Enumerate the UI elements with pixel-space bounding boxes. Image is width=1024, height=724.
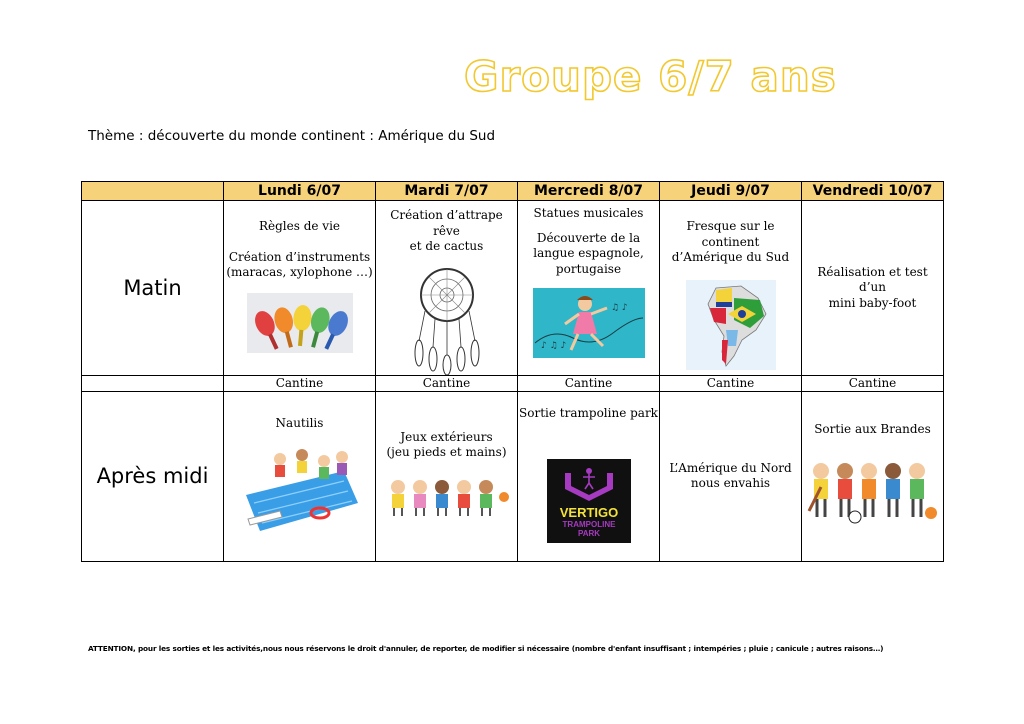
morning-tuesday xyxy=(376,201,518,376)
day-header-monday: Lundi 6/07 xyxy=(224,182,376,201)
lunch-row xyxy=(82,375,944,391)
morning-label: Matin xyxy=(82,201,224,376)
sports-kids-image xyxy=(807,461,939,525)
svg-text:♫ ♪: ♫ ♪ xyxy=(610,303,628,313)
day-header-tuesday: Mardi 7/07 xyxy=(376,182,518,201)
maracas-image xyxy=(247,293,353,353)
activity-text: Découverte de la xyxy=(536,230,641,245)
day-header-thursday: Jeudi 9/07 xyxy=(660,182,802,201)
page-title: Groupe 6/7 ans xyxy=(464,52,837,101)
schedule-table xyxy=(81,181,944,562)
activity-text: Création d’instruments xyxy=(228,249,371,264)
activity-text: Nautilis xyxy=(275,415,324,430)
lunch-tuesday: Cantine xyxy=(376,375,518,391)
vertigo-logo-image xyxy=(547,459,631,543)
afternoon-wednesday xyxy=(518,391,660,561)
svg-text:♪ ♫ ♪: ♪ ♫ ♪ xyxy=(540,341,566,351)
morning-thursday xyxy=(660,201,802,376)
lunch-label-empty xyxy=(82,375,224,391)
activity-text: nous envahis xyxy=(690,476,771,490)
morning-monday xyxy=(224,201,376,376)
header-row xyxy=(82,182,944,201)
afternoon-monday xyxy=(224,391,376,561)
activity-text: portugaise xyxy=(555,261,622,276)
activity-text: et de cactus xyxy=(409,239,484,253)
afternoon-tuesday xyxy=(376,391,518,561)
afternoon-thursday xyxy=(660,391,802,561)
activity-text: Réalisation et test d’un xyxy=(817,264,928,294)
kids-row-image xyxy=(384,477,510,517)
activity-text: (maracas, xylophone …) xyxy=(226,265,373,279)
activity-text: Jeux extérieurs xyxy=(400,429,493,444)
activity-text: Sortie trampoline park xyxy=(519,405,658,420)
activity-text: d’Amérique du Sud xyxy=(671,250,790,264)
theme-line: Thème : découverte du monde continent : Amérique du Sud xyxy=(88,128,496,144)
activity-text: langue espagnole, xyxy=(533,246,644,260)
afternoon-label: Après midi xyxy=(82,391,224,561)
lunch-thursday: Cantine xyxy=(660,375,802,391)
dancing-girl-image xyxy=(533,288,645,358)
logo-text: VERTIGO xyxy=(559,505,618,520)
activity-text: Fresque sur le continent xyxy=(686,219,775,249)
header-corner xyxy=(82,182,224,201)
activity-text: Statues musicales xyxy=(533,206,644,220)
activity-text: (jeu pieds et mains) xyxy=(386,445,507,459)
activity-text: L’Amérique du Nord xyxy=(669,460,792,475)
lunch-monday: Cantine xyxy=(224,375,376,391)
morning-wednesday xyxy=(518,201,660,376)
lunch-friday: Cantine xyxy=(802,375,944,391)
morning-row xyxy=(82,201,944,376)
activity-text: mini baby-foot xyxy=(828,295,917,310)
logo-text: PARK xyxy=(577,529,600,538)
logo-text: TRAMPOLINE xyxy=(562,520,615,529)
day-header-friday: Vendredi 10/07 xyxy=(802,182,944,201)
day-header-wednesday: Mercredi 8/07 xyxy=(518,182,660,201)
south-america-map-image xyxy=(686,280,776,370)
afternoon-friday xyxy=(802,391,944,561)
afternoon-row xyxy=(82,391,944,561)
pool-kids-image xyxy=(240,445,360,535)
lunch-wednesday: Cantine xyxy=(518,375,660,391)
activity-text: Règles de vie xyxy=(258,219,341,233)
morning-friday xyxy=(802,201,944,376)
footer-disclaimer: ATTENTION, pour les sorties et les activités,nous nous réservons le droit d'annuler, de reporter, de modifier si nécessaire (nombre d'enfant insuffisant ; intempéries ; pluie ; canicule ; autres raisons…) xyxy=(88,644,884,653)
activity-text: Sortie aux Brandes xyxy=(814,421,931,436)
dreamcatcher-image xyxy=(407,263,487,375)
activity-text: Création d’attrape rêve xyxy=(390,208,503,238)
